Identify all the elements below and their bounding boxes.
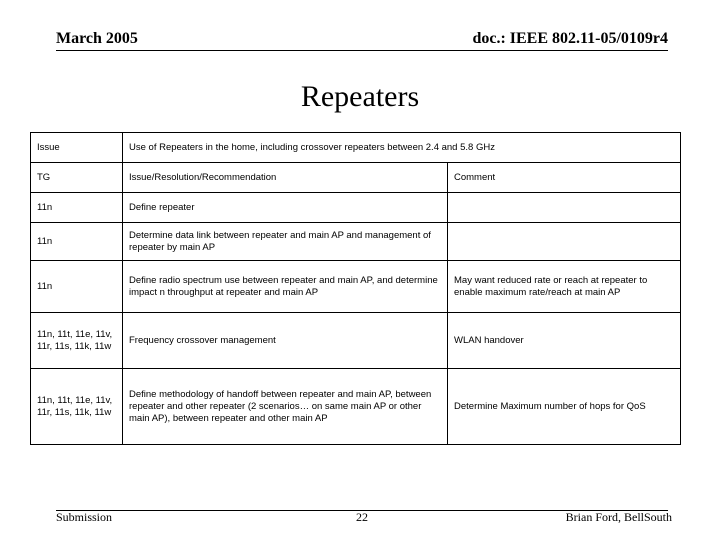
comment-cell: WLAN handover [448, 313, 681, 369]
repeaters-table [30, 132, 681, 445]
column-header-resolution: Issue/Resolution/Recommendation [123, 163, 448, 193]
tg-cell: 11n, 11t, 11e, 11v, 11r, 11s, 11k, 11w [31, 369, 123, 445]
comment-cell [448, 223, 681, 261]
footer-submission: Submission [56, 510, 113, 524]
column-header-tg: TG [31, 163, 123, 193]
header-doc-id: doc.: IEEE 802.11-05/0109r4 [472, 30, 668, 47]
tg-cell: 11n [31, 223, 123, 261]
table-header-row [31, 163, 681, 193]
table-row [31, 313, 681, 369]
issue-text: Use of Repeaters in the home, including crossover repeaters between 2.4 and 5.8 GHz [123, 133, 681, 163]
issue-label: Issue [31, 133, 123, 163]
table-row [31, 261, 681, 313]
header-divider [56, 50, 668, 51]
table-row [31, 223, 681, 261]
resolution-cell: Determine data link between repeater and main AP and management of repeater by main AP [123, 223, 448, 261]
comment-cell: May want reduced rate or reach at repeater to enable maximum rate/reach at main AP [448, 261, 681, 313]
resolution-cell: Define radio spectrum use between repeater and main AP, and determine impact n throughput at repeater and main AP [123, 261, 448, 313]
footer-page-number: 22 [356, 510, 368, 524]
header-date: March 2005 [56, 30, 138, 47]
tg-cell: 11n [31, 193, 123, 223]
column-header-comment: Comment [448, 163, 681, 193]
comment-cell [448, 193, 681, 223]
slide-title: Repeaters [300, 80, 420, 113]
resolution-cell: Frequency crossover management [123, 313, 448, 369]
table-row [31, 133, 681, 163]
table-row [31, 193, 681, 223]
tg-cell: 11n [31, 261, 123, 313]
footer-author: Brian Ford, BellSouth [565, 510, 672, 524]
resolution-cell: Define methodology of handoff between repeater and main AP, between repeater and other repeater (2 scenarios… on same main AP or other main AP), between repeater and other main AP [123, 369, 448, 445]
comment-cell: Determine Maximum number of hops for QoS [448, 369, 681, 445]
table-row [31, 369, 681, 445]
tg-cell: 11n, 11t, 11e, 11v, 11r, 11s, 11k, 11w [31, 313, 123, 369]
resolution-cell: Define repeater [123, 193, 448, 223]
